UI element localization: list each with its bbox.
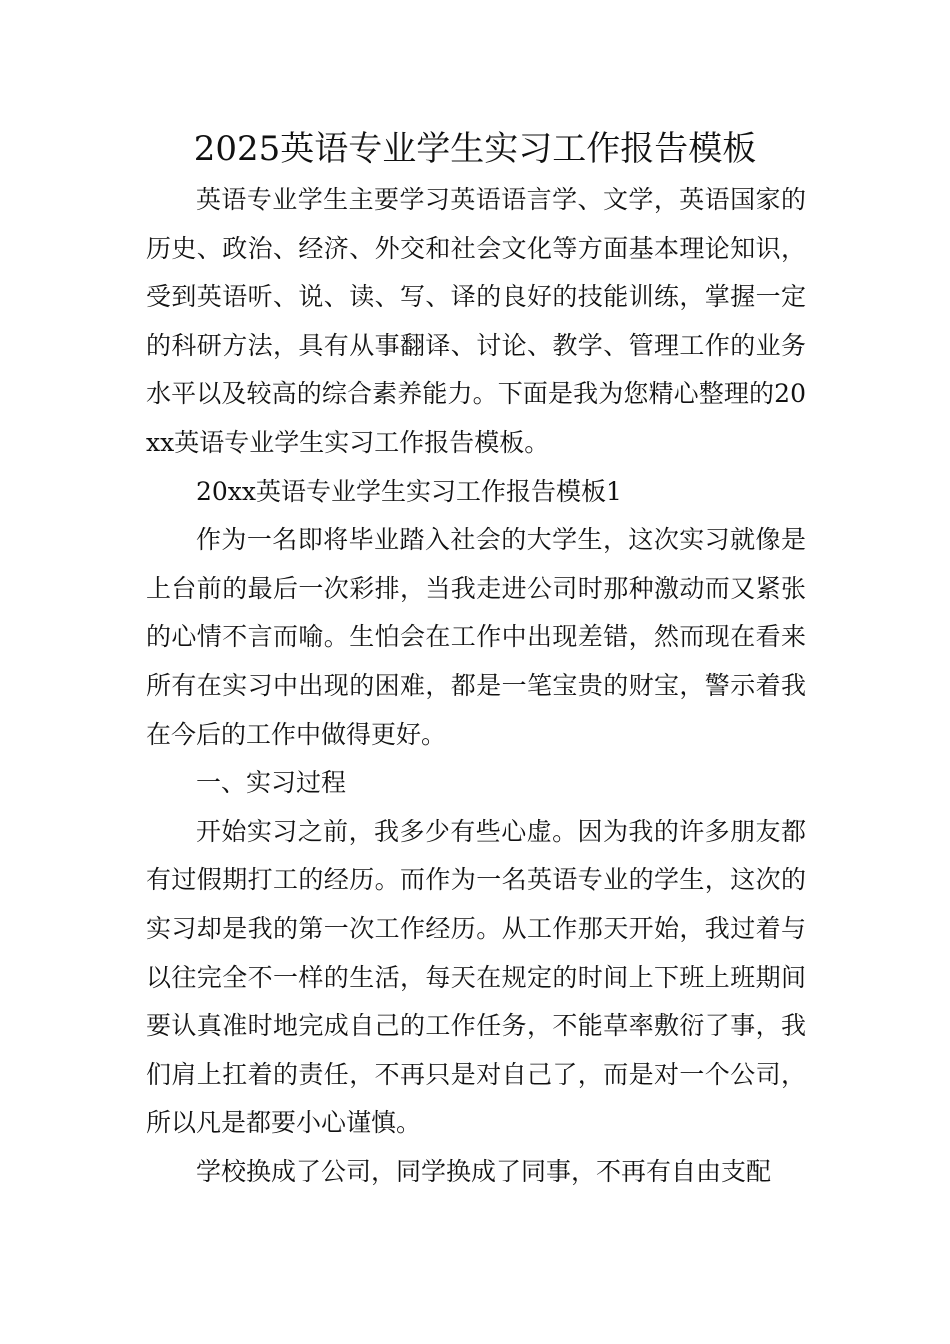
section-title: 20xx英语专业学生实习工作报告模板1 xyxy=(196,476,622,506)
document-body xyxy=(146,176,806,1196)
paragraph: 学校换成了公司，同学换成了同事，不再有自由支配 xyxy=(196,1156,772,1186)
paragraph: 作为一名即将毕业踏入社会的大学生，这次实习就像是上台前的最后一次彩排，当我走进公司时那种激动而又紧张的心情不言而喻。生怕会在工作中出现差错，然而现在看来所有在实习中出现的困难，都是一笔宝贵的财宝，警示着我在今后的工作中做得更好。 xyxy=(146,525,806,749)
section-heading: 一、实习过程 xyxy=(196,768,347,798)
paragraph: 开始实习之前，我多少有些心虚。因为我的许多朋友都有过假期打工的经历。而作为一名英语专业的学生，这次的实习却是我的第一次工作经历。从工作那天开始，我过着与以往完全不一样的生活，每天在规定的时间上下班上班期间要认真准时地完成自己的工作任务，不能草率敷衍了事，我们肩上扛着的责任，不再只是对自己了，而是对一个公司，所以凡是都要小心谨慎。 xyxy=(146,816,806,1138)
page-title: 2025英语专业学生实习工作报告模板 xyxy=(193,129,757,169)
paragraph-intro: 英语专业学生主要学习英语语言学、文学，英语国家的历史、政治、经济、外交和社会文化等方面基本理论知识，受到英语听、说、读、写、译的良好的技能训练，掌握一定的科研方法，具有从事翻译、讨论、教学、管理工作的业务水平以及较高的综合素养能力。下面是我为您精心整理的20xx英语专业学生实习工作报告模板。 xyxy=(146,185,806,457)
